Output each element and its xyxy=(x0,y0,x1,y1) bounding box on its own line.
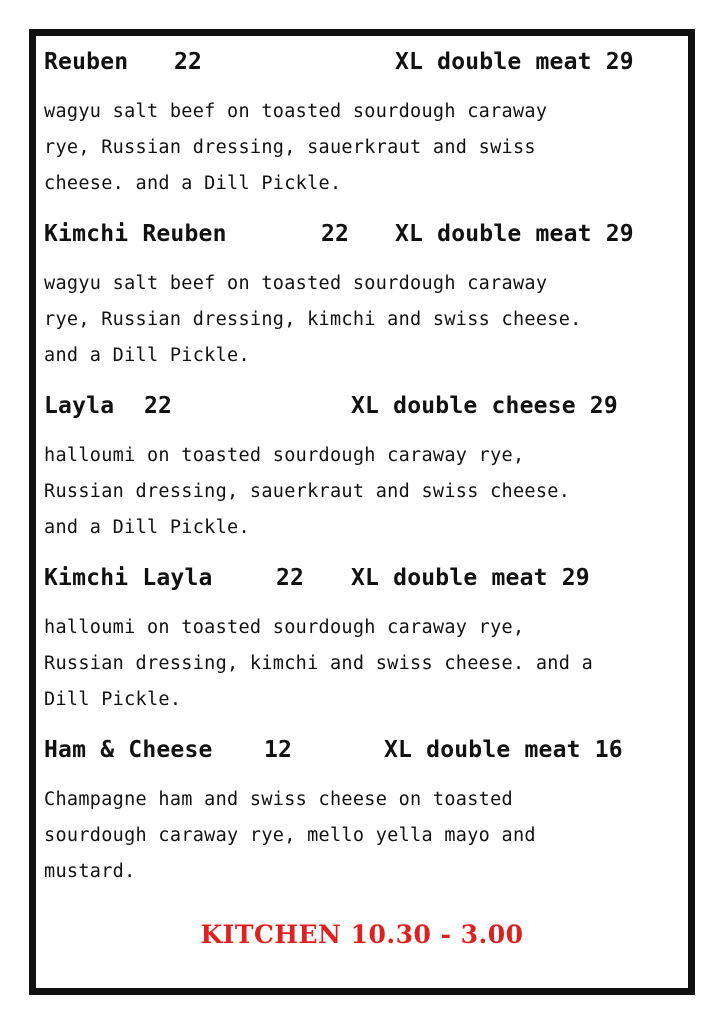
description-line: wagyu salt beef on toasted sourdough caraway xyxy=(44,101,548,122)
menu-item-reuben xyxy=(44,38,684,210)
item-price: 22 xyxy=(144,393,173,419)
menu-item-ham-and-cheese xyxy=(44,726,684,898)
kitchen-hours: KITCHEN 10.30 - 3.00 xyxy=(200,920,524,949)
item-header xyxy=(44,210,684,258)
description-line: halloumi on toasted sourdough caraway rye, xyxy=(44,445,525,466)
menu-item-layla xyxy=(44,382,684,554)
description-line: cheese. and a Dill Pickle. xyxy=(44,173,342,194)
description-line: rye, Russian dressing, sauerkraut and swiss xyxy=(44,137,536,158)
description-line: Dill Pickle. xyxy=(44,689,182,710)
item-header xyxy=(44,382,684,430)
item-description xyxy=(44,782,684,898)
item-xl-option: XL double meat 29 xyxy=(351,565,590,591)
menu-list xyxy=(44,36,684,896)
description-line: Russian dressing, sauerkraut and swiss cheese. xyxy=(44,481,571,502)
item-name: Kimchi Layla xyxy=(44,565,213,591)
description-line: wagyu salt beef on toasted sourdough caraway xyxy=(44,273,548,294)
item-header xyxy=(44,38,684,86)
description-line: sourdough caraway rye, mello yella mayo and xyxy=(44,825,536,846)
item-description xyxy=(44,438,684,554)
item-xl-option: XL double meat 16 xyxy=(384,737,623,763)
item-price: 22 xyxy=(276,565,305,591)
item-description xyxy=(44,610,684,726)
item-xl-option: XL double cheese 29 xyxy=(351,393,618,419)
item-header xyxy=(44,726,684,774)
description-line: Russian dressing, kimchi and swiss cheese. and a xyxy=(44,653,594,674)
item-name: Kimchi Reuben xyxy=(44,221,227,247)
menu-item-kimchi-reuben xyxy=(44,210,684,382)
item-price: 22 xyxy=(321,221,350,247)
item-name: Layla xyxy=(44,393,115,419)
description-line: and a Dill Pickle. xyxy=(44,345,250,366)
description-line: Champagne ham and swiss cheese on toasted xyxy=(44,789,513,810)
item-header xyxy=(44,554,684,602)
item-price: 22 xyxy=(174,49,203,75)
item-xl-option: XL double meat 29 xyxy=(395,49,634,75)
description-line: halloumi on toasted sourdough caraway rye, xyxy=(44,617,525,638)
item-name: Reuben xyxy=(44,49,129,75)
item-description xyxy=(44,94,684,210)
description-line: rye, Russian dressing, kimchi and swiss cheese. xyxy=(44,309,582,330)
menu-item-kimchi-layla xyxy=(44,554,684,726)
description-line: and a Dill Pickle. xyxy=(44,517,250,538)
item-name: Ham & Cheese xyxy=(44,737,213,763)
menu-frame xyxy=(29,29,695,995)
item-xl-option: XL double meat 29 xyxy=(395,221,634,247)
item-description xyxy=(44,266,684,382)
item-price: 12 xyxy=(264,737,293,763)
description-line: mustard. xyxy=(44,861,136,882)
